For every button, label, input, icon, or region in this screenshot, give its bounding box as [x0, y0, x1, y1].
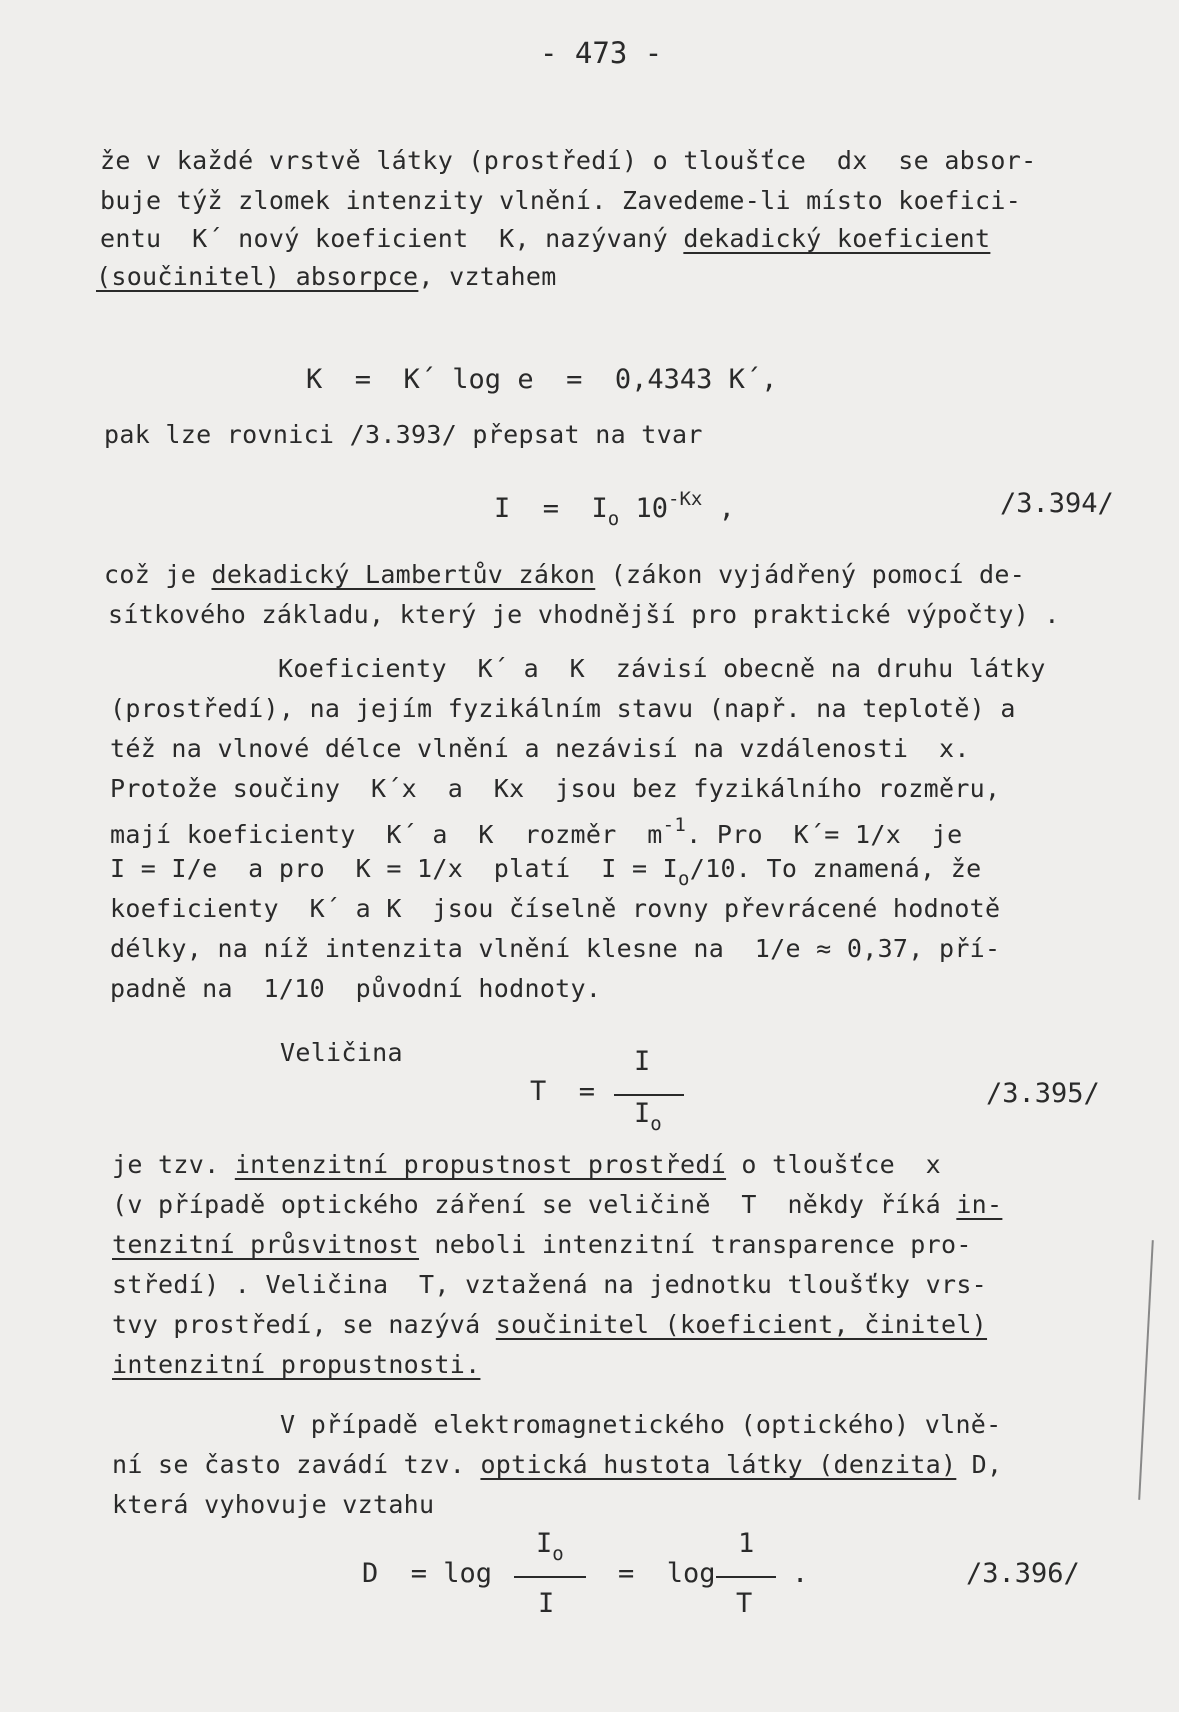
text-line	[112, 1350, 480, 1379]
eq-exponent: -Kx	[668, 488, 703, 510]
text-line: Veličina	[280, 1038, 403, 1067]
text-span: (v případě optického záření se veličině T někdy říká	[112, 1190, 957, 1219]
text-span: ní se často zavádí tzv.	[112, 1450, 481, 1479]
equation-3-394	[494, 488, 735, 530]
text-line: středí) . Veličina T, vztažená na jednotku tloušťky vrs-	[112, 1270, 988, 1299]
text-line	[104, 560, 1025, 589]
equation-3-395-lhs: T =	[530, 1076, 596, 1107]
text-span: . Pro K´= 1/x je	[686, 820, 963, 849]
fraction1-numerator	[536, 1528, 564, 1565]
equation-3-396-lhs: D = log	[362, 1558, 493, 1589]
f1-numer-main: I	[536, 1528, 553, 1559]
text-span: o tloušťce x	[726, 1150, 941, 1179]
text-span: D,	[956, 1450, 1003, 1479]
text-line: která vyhovuje vztahu	[112, 1490, 435, 1519]
equation-k: K = K´ log e = 0,4343 K´,	[306, 364, 778, 395]
text-line: (prostředí), na jejím fyzikálním stavu (např. na teplotě) a	[110, 694, 1016, 723]
eq-subscript: o	[607, 508, 620, 530]
fraction-denominator	[634, 1098, 662, 1135]
term-soucinitel-propustnosti: součinitel (koeficient, činitel)	[495, 1310, 988, 1339]
text-line: délky, na níž intenzita vlnění klesne na 1/e ≈ 0,37, pří-	[110, 934, 1001, 963]
text-line	[112, 1310, 987, 1339]
text-line	[110, 854, 981, 890]
eq-tail: ,	[702, 493, 735, 524]
page-number: - 473 -	[540, 36, 663, 70]
eq-base: 10	[619, 493, 669, 524]
text-line	[112, 1230, 972, 1259]
text-line: též na vlnové délce vlnění a nezávisí na vzdálenosti x.	[110, 734, 970, 763]
fraction2-numerator: 1	[738, 1528, 755, 1559]
equation-3-396-tail: .	[792, 1558, 809, 1589]
text-line: sítkového základu, který je vhodnější pro praktické výpočty) .	[108, 600, 1060, 629]
text-line: V případě elektromagnetického (optického) vlně-	[280, 1410, 1002, 1439]
text-line	[112, 1150, 941, 1179]
text-line: pak lze rovnici /3.393/ přepsat na tvar	[104, 420, 703, 449]
term-lambertuv-zakon: dekadický Lambertův zákon	[211, 560, 596, 589]
fraction2-bar	[716, 1576, 776, 1578]
term-opticka-hustota: optická hustota látky (denzita)	[480, 1450, 957, 1479]
term-dekadicky-koeficient: dekadický koeficient	[683, 224, 991, 253]
text-line	[100, 224, 990, 253]
text-line: Koeficienty K´ a K závisí obecně na druhu látky	[278, 654, 1046, 683]
text-span: tvy prostředí, se nazývá	[112, 1310, 496, 1339]
term-intenzitni-propustnosti: intenzitní propustnosti.	[112, 1350, 481, 1379]
margin-mark	[1138, 1240, 1154, 1500]
fraction2-denominator: T	[736, 1588, 753, 1619]
fraction-bar	[614, 1094, 684, 1096]
eq-lhs: I = I	[494, 493, 608, 524]
fraction1-denominator: I	[538, 1588, 555, 1619]
text-line	[96, 262, 557, 291]
f1-numer-subscript: o	[552, 1543, 564, 1565]
exponent: -1	[662, 814, 687, 836]
text-span: neboli intenzitní transparence pro-	[419, 1230, 972, 1259]
text-span: mají koeficienty K´ a K rozměr m	[110, 820, 663, 849]
text-line: koeficienty K´ a K jsou číselně rovny převrácené hodnotě	[110, 894, 1001, 923]
text-span: což je	[104, 560, 212, 589]
text-span: I = I/e a pro K = 1/x platí I = I	[110, 854, 678, 883]
equation-number-3-395: /3.395/	[986, 1078, 1100, 1109]
text-span: entu K´ nový koeficient K, nazývaný	[100, 224, 684, 253]
text-line: Protože součiny K´x a Kx jsou bez fyzikálního rozměru,	[110, 774, 1001, 803]
term-intenzitni-prusvitnost: tenzitní průsvitnost	[112, 1230, 420, 1259]
fraction1-bar	[514, 1576, 586, 1578]
term-soucinitel-absorpce: (součinitel) absorpce	[96, 262, 419, 291]
text-line	[110, 814, 962, 849]
equation-number-3-396: /3.396/	[966, 1558, 1080, 1589]
text-line: buje týž zlomek intenzity vlnění. Zavedeme-li místo koefici-	[100, 186, 1022, 215]
fraction-numerator: I	[634, 1046, 651, 1077]
subscript: o	[678, 868, 690, 890]
text-line: že v každé vrstvě látky (prostředí) o tloušťce dx se absor-	[100, 146, 1037, 175]
text-span: /10. To znamená, že	[689, 854, 982, 883]
text-line: padně na 1/10 původní hodnoty.	[110, 974, 602, 1003]
text-span: je tzv.	[112, 1150, 235, 1179]
denom-subscript: o	[650, 1113, 662, 1135]
text-line	[112, 1190, 1002, 1219]
text-span: (zákon vyjádřený pomocí de-	[595, 560, 1026, 589]
denom-main: I	[634, 1098, 651, 1129]
text-line	[112, 1450, 1002, 1479]
term-intenzitni-propustnost: intenzitní propustnost prostředí	[234, 1150, 727, 1179]
equation-3-396-mid: = log	[618, 1558, 716, 1589]
equation-number-3-394: /3.394/	[1000, 488, 1114, 519]
text-span: , vztahem	[418, 262, 557, 291]
term-in: in-	[956, 1190, 1003, 1219]
